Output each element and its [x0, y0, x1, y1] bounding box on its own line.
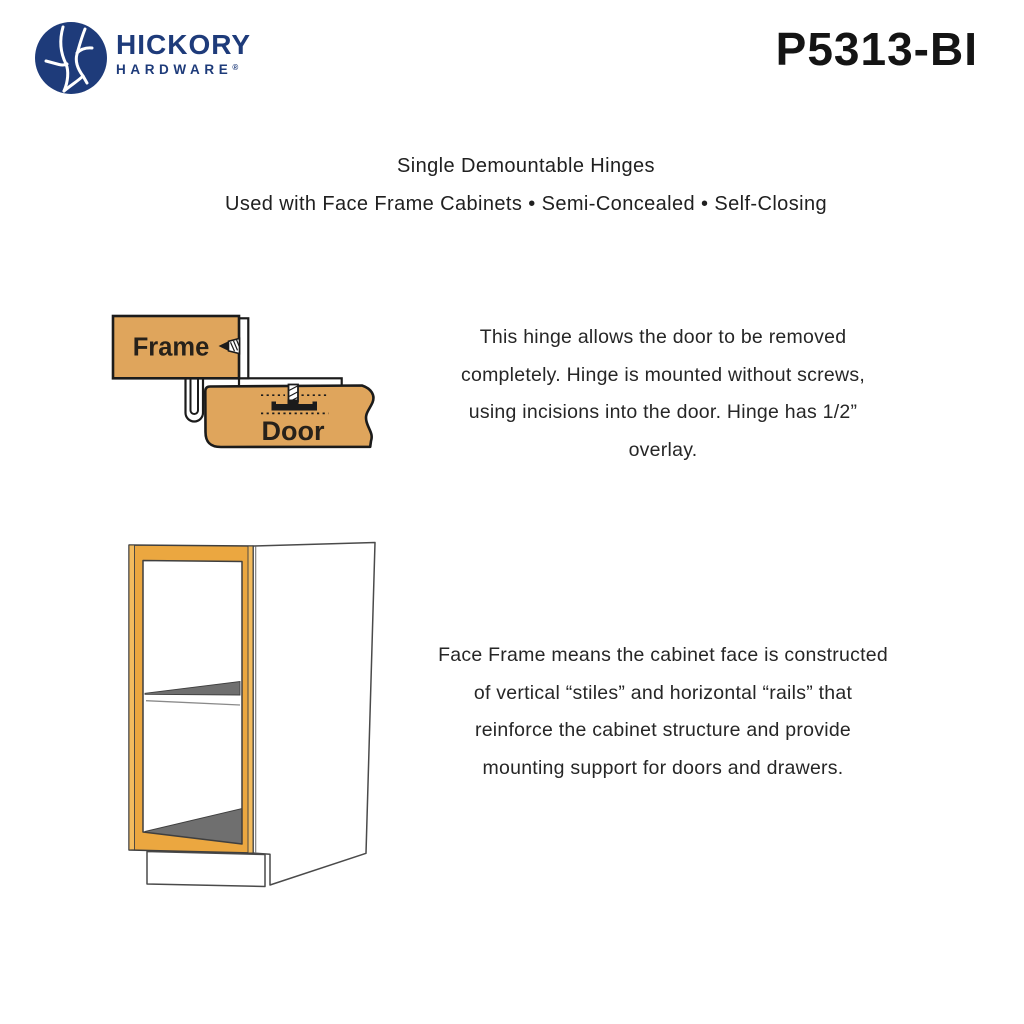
- title-line-2: Used with Face Frame Cabinets • Semi-Concealed • Self-Closing: [225, 193, 827, 215]
- door-label: Door: [261, 416, 325, 446]
- left-stile-edge: [129, 545, 135, 850]
- text-line: using incisions into the door. Hinge has 1/2”: [468, 401, 858, 423]
- text-line: mounting support for doors and drawers.: [482, 756, 844, 779]
- right-stile-edge: [248, 546, 253, 853]
- brand-wordmark: [116, 31, 251, 77]
- shelf-front-edge-line: [146, 701, 240, 705]
- text-line: This hinge allows the door to be removed: [479, 326, 847, 348]
- hinge-description: [413, 319, 913, 469]
- hinge-diagram: [100, 305, 390, 455]
- registered-mark: ®: [232, 63, 239, 72]
- frame-label: Frame: [132, 333, 210, 362]
- logo-circle: [35, 22, 107, 94]
- text-line: reinforce the cabinet structure and provide: [474, 719, 852, 741]
- text-line: completely. Hinge is mounted without screws,: [460, 363, 866, 386]
- cabinet-shelf: [145, 682, 240, 696]
- title-line-1: Single Demountable Hinges: [397, 155, 655, 177]
- face-frame-description: [413, 637, 913, 787]
- brand-subname: HARDWARE®: [116, 62, 239, 77]
- text-line: overlay.: [628, 438, 698, 461]
- cabinet-side-panel: [253, 543, 375, 886]
- text-line: Face Frame means the cabinet face is constructed: [438, 644, 888, 666]
- hinge-leaf-vertical: [239, 318, 248, 378]
- face-frame-cabinet-diagram: [105, 535, 385, 895]
- brand-name: HICKORY: [116, 29, 252, 60]
- hickory-logo-icon: [33, 20, 109, 96]
- toe-kick: [147, 852, 265, 887]
- page-title: [26, 147, 1024, 223]
- text-line: of vertical “stiles” and horizontal “rails” that: [473, 681, 853, 704]
- face-frame: [129, 545, 253, 853]
- product-code: P5313-BI: [775, 23, 978, 75]
